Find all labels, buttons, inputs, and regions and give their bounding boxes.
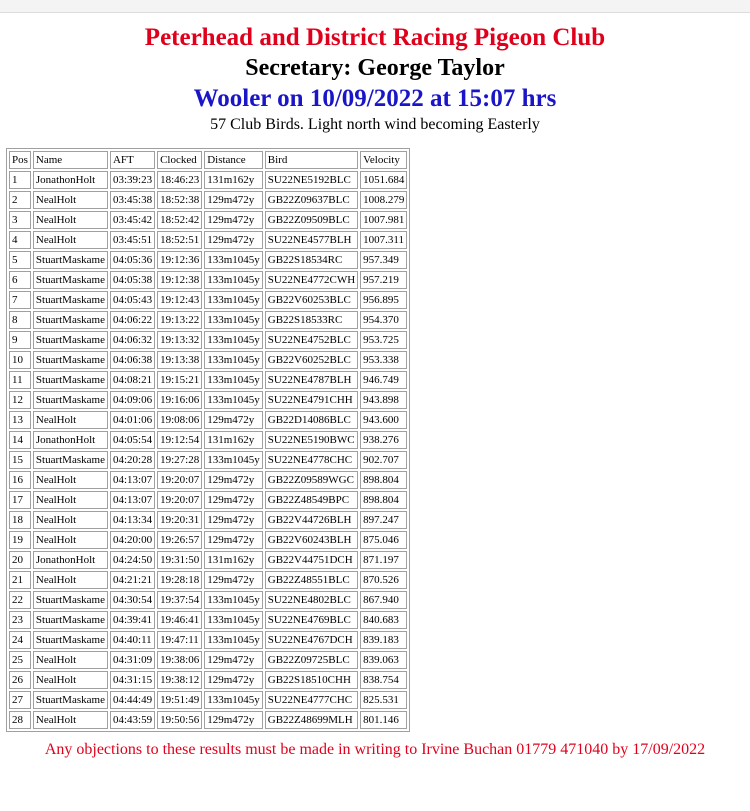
cell-distance: 133m1045y <box>204 691 263 709</box>
cell-aft: 04:13:34 <box>110 511 155 529</box>
cell-name: StuartMaskame <box>33 451 108 469</box>
cell-pos: 28 <box>9 711 31 729</box>
cell-distance: 129m472y <box>204 511 263 529</box>
cell-bird: GB22V60243BLH <box>265 531 358 549</box>
cell-velocity: 957.349 <box>360 251 407 269</box>
cell-aft: 04:13:07 <box>110 471 155 489</box>
column-header-pos: Pos <box>9 151 31 169</box>
cell-aft: 04:30:54 <box>110 591 155 609</box>
cell-clocked: 19:12:43 <box>157 291 202 309</box>
cell-bird: GB22Z09589WGC <box>265 471 358 489</box>
table-row <box>9 531 407 549</box>
cell-aft: 03:45:38 <box>110 191 155 209</box>
cell-distance: 129m472y <box>204 211 263 229</box>
cell-aft: 04:06:32 <box>110 331 155 349</box>
cell-bird: GB22Z48551BLC <box>265 571 358 589</box>
cell-velocity: 867.940 <box>360 591 407 609</box>
cell-aft: 04:13:07 <box>110 491 155 509</box>
cell-pos: 4 <box>9 231 31 249</box>
cell-aft: 04:24:50 <box>110 551 155 569</box>
cell-distance: 133m1045y <box>204 611 263 629</box>
cell-distance: 129m472y <box>204 471 263 489</box>
cell-bird: GB22V60252BLC <box>265 351 358 369</box>
cell-velocity: 871.197 <box>360 551 407 569</box>
cell-distance: 129m472y <box>204 671 263 689</box>
cell-bird: SU22NE4778CHC <box>265 451 358 469</box>
secretary-line: Secretary: George Taylor <box>245 55 505 81</box>
cell-aft: 04:01:06 <box>110 411 155 429</box>
results-table <box>6 148 410 732</box>
cell-name: StuartMaskame <box>33 291 108 309</box>
cell-distance: 133m1045y <box>204 391 263 409</box>
cell-clocked: 19:20:07 <box>157 491 202 509</box>
cell-aft: 04:05:43 <box>110 291 155 309</box>
cell-name: StuartMaskame <box>33 311 108 329</box>
cell-distance: 133m1045y <box>204 291 263 309</box>
cell-clocked: 19:38:12 <box>157 671 202 689</box>
cell-velocity: 943.898 <box>360 391 407 409</box>
cell-aft: 04:05:38 <box>110 271 155 289</box>
cell-velocity: 1051.684 <box>360 171 407 189</box>
cell-distance: 131m162y <box>204 171 263 189</box>
cell-velocity: 897.247 <box>360 511 407 529</box>
cell-aft: 04:31:09 <box>110 651 155 669</box>
race-conditions: 57 Club Birds. Light north wind becoming Easterly <box>210 116 540 133</box>
cell-velocity: 838.754 <box>360 671 407 689</box>
cell-pos: 21 <box>9 571 31 589</box>
cell-aft: 04:43:59 <box>110 711 155 729</box>
cell-bird: GB22S18510CHH <box>265 671 358 689</box>
cell-pos: 11 <box>9 371 31 389</box>
cell-name: NealHolt <box>33 571 108 589</box>
cell-pos: 26 <box>9 671 31 689</box>
cell-pos: 6 <box>9 271 31 289</box>
cell-name: NealHolt <box>33 491 108 509</box>
cell-aft: 04:31:15 <box>110 671 155 689</box>
cell-name: StuartMaskame <box>33 251 108 269</box>
cell-clocked: 19:37:54 <box>157 591 202 609</box>
cell-pos: 27 <box>9 691 31 709</box>
cell-aft: 04:44:49 <box>110 691 155 709</box>
cell-name: JonathonHolt <box>33 551 108 569</box>
cell-velocity: 898.804 <box>360 471 407 489</box>
cell-pos: 7 <box>9 291 31 309</box>
column-header-clocked: Clocked <box>157 151 202 169</box>
cell-velocity: 953.338 <box>360 351 407 369</box>
cell-bird: SU22NE4752BLC <box>265 331 358 349</box>
cell-name: StuartMaskame <box>33 611 108 629</box>
table-row <box>9 331 407 349</box>
table-row <box>9 171 407 189</box>
cell-pos: 5 <box>9 251 31 269</box>
cell-velocity: 801.146 <box>360 711 407 729</box>
cell-distance: 129m472y <box>204 231 263 249</box>
cell-clocked: 19:08:06 <box>157 411 202 429</box>
column-header-aft: AFT <box>110 151 155 169</box>
results-table-body <box>9 171 407 729</box>
cell-bird: SU22NE4802BLC <box>265 591 358 609</box>
cell-clocked: 19:26:57 <box>157 531 202 549</box>
cell-clocked: 18:52:42 <box>157 211 202 229</box>
cell-velocity: 825.531 <box>360 691 407 709</box>
column-header-distance: Distance <box>204 151 263 169</box>
cell-bird: GB22Z09637BLC <box>265 191 358 209</box>
table-row <box>9 411 407 429</box>
cell-velocity: 957.219 <box>360 271 407 289</box>
cell-clocked: 19:47:11 <box>157 631 202 649</box>
cell-clocked: 19:51:49 <box>157 691 202 709</box>
cell-clocked: 19:12:36 <box>157 251 202 269</box>
cell-distance: 129m472y <box>204 651 263 669</box>
table-row <box>9 231 407 249</box>
cell-bird: GB22Z48699MLH <box>265 711 358 729</box>
cell-bird: SU22NE4772CWH <box>265 271 358 289</box>
table-row <box>9 631 407 649</box>
cell-pos: 9 <box>9 331 31 349</box>
cell-pos: 2 <box>9 191 31 209</box>
cell-name: StuartMaskame <box>33 631 108 649</box>
cell-aft: 04:08:21 <box>110 371 155 389</box>
cell-aft: 04:40:11 <box>110 631 155 649</box>
cell-aft: 04:06:38 <box>110 351 155 369</box>
cell-clocked: 19:50:56 <box>157 711 202 729</box>
cell-clocked: 19:20:07 <box>157 471 202 489</box>
cell-pos: 12 <box>9 391 31 409</box>
table-row <box>9 551 407 569</box>
cell-bird: SU22NE4791CHH <box>265 391 358 409</box>
cell-name: NealHolt <box>33 651 108 669</box>
cell-pos: 19 <box>9 531 31 549</box>
table-row <box>9 471 407 489</box>
cell-clocked: 19:31:50 <box>157 551 202 569</box>
table-row <box>9 611 407 629</box>
cell-velocity: 898.804 <box>360 491 407 509</box>
cell-velocity: 943.600 <box>360 411 407 429</box>
cell-aft: 03:45:42 <box>110 211 155 229</box>
cell-clocked: 18:52:51 <box>157 231 202 249</box>
results-table-head <box>9 151 407 169</box>
race-title: Wooler on 10/09/2022 at 15:07 hrs <box>193 85 557 112</box>
cell-pos: 25 <box>9 651 31 669</box>
cell-distance: 131m162y <box>204 551 263 569</box>
cell-pos: 17 <box>9 491 31 509</box>
cell-pos: 15 <box>9 451 31 469</box>
cell-aft: 04:20:00 <box>110 531 155 549</box>
header-row <box>9 151 407 169</box>
cell-distance: 131m162y <box>204 431 263 449</box>
cell-name: StuartMaskame <box>33 691 108 709</box>
cell-distance: 129m472y <box>204 491 263 509</box>
table-row <box>9 431 407 449</box>
cell-distance: 133m1045y <box>204 591 263 609</box>
cell-pos: 1 <box>9 171 31 189</box>
cell-aft: 04:05:36 <box>110 251 155 269</box>
table-row <box>9 291 407 309</box>
table-row <box>9 391 407 409</box>
cell-name: JonathonHolt <box>33 431 108 449</box>
browser-top-bar <box>0 0 750 13</box>
column-header-name: Name <box>33 151 108 169</box>
cell-clocked: 18:46:23 <box>157 171 202 189</box>
cell-velocity: 953.725 <box>360 331 407 349</box>
cell-name: NealHolt <box>33 671 108 689</box>
cell-velocity: 839.183 <box>360 631 407 649</box>
cell-distance: 133m1045y <box>204 371 263 389</box>
cell-bird: SU22NE4577BLH <box>265 231 358 249</box>
cell-clocked: 19:12:38 <box>157 271 202 289</box>
cell-clocked: 19:28:18 <box>157 571 202 589</box>
cell-clocked: 19:15:21 <box>157 371 202 389</box>
cell-name: StuartMaskame <box>33 271 108 289</box>
cell-name: JonathonHolt <box>33 171 108 189</box>
cell-clocked: 19:13:38 <box>157 351 202 369</box>
cell-clocked: 19:38:06 <box>157 651 202 669</box>
cell-velocity: 875.046 <box>360 531 407 549</box>
cell-velocity: 1007.981 <box>360 211 407 229</box>
cell-name: StuartMaskame <box>33 351 108 369</box>
cell-bird: GB22V44751DCH <box>265 551 358 569</box>
cell-bird: SU22NE4767DCH <box>265 631 358 649</box>
cell-name: StuartMaskame <box>33 391 108 409</box>
table-row <box>9 571 407 589</box>
column-header-bird: Bird <box>265 151 358 169</box>
cell-name: NealHolt <box>33 511 108 529</box>
cell-aft: 04:20:28 <box>110 451 155 469</box>
cell-bird: GB22V60253BLC <box>265 291 358 309</box>
table-row <box>9 351 407 369</box>
cell-pos: 3 <box>9 211 31 229</box>
cell-velocity: 902.707 <box>360 451 407 469</box>
cell-name: NealHolt <box>33 191 108 209</box>
table-row <box>9 271 407 289</box>
cell-velocity: 1008.279 <box>360 191 407 209</box>
table-row <box>9 311 407 329</box>
cell-bird: SU22NE5190BWC <box>265 431 358 449</box>
cell-pos: 14 <box>9 431 31 449</box>
cell-velocity: 840.683 <box>360 611 407 629</box>
cell-name: NealHolt <box>33 471 108 489</box>
cell-clocked: 19:13:22 <box>157 311 202 329</box>
table-row <box>9 191 407 209</box>
cell-clocked: 19:46:41 <box>157 611 202 629</box>
table-row <box>9 671 407 689</box>
cell-name: NealHolt <box>33 531 108 549</box>
table-row <box>9 651 407 669</box>
cell-velocity: 956.895 <box>360 291 407 309</box>
cell-distance: 133m1045y <box>204 311 263 329</box>
cell-pos: 18 <box>9 511 31 529</box>
cell-distance: 129m472y <box>204 191 263 209</box>
cell-velocity: 946.749 <box>360 371 407 389</box>
cell-pos: 20 <box>9 551 31 569</box>
cell-clocked: 19:13:32 <box>157 331 202 349</box>
cell-clocked: 19:20:31 <box>157 511 202 529</box>
cell-distance: 133m1045y <box>204 451 263 469</box>
cell-velocity: 870.526 <box>360 571 407 589</box>
cell-velocity: 839.063 <box>360 651 407 669</box>
cell-pos: 10 <box>9 351 31 369</box>
cell-aft: 04:09:06 <box>110 391 155 409</box>
cell-bird: GB22S18533RC <box>265 311 358 329</box>
cell-distance: 129m472y <box>204 711 263 729</box>
cell-distance: 133m1045y <box>204 251 263 269</box>
objections-notice: Any objections to these results must be made in writing to Irvine Buchan 01779 471040 by 17/09/2022 <box>44 741 706 758</box>
cell-pos: 23 <box>9 611 31 629</box>
cell-aft: 04:21:21 <box>110 571 155 589</box>
column-header-velocity: Velocity <box>360 151 407 169</box>
club-title: Peterhead and District Racing Pigeon Club <box>144 24 606 51</box>
cell-name: NealHolt <box>33 231 108 249</box>
cell-bird: GB22D14086BLC <box>265 411 358 429</box>
cell-bird: GB22Z09509BLC <box>265 211 358 229</box>
table-row <box>9 691 407 709</box>
cell-pos: 22 <box>9 591 31 609</box>
cell-distance: 133m1045y <box>204 331 263 349</box>
table-row <box>9 211 407 229</box>
table-row <box>9 711 407 729</box>
cell-name: StuartMaskame <box>33 591 108 609</box>
cell-distance: 133m1045y <box>204 631 263 649</box>
cell-bird: SU22NE5192BLC <box>265 171 358 189</box>
cell-pos: 8 <box>9 311 31 329</box>
cell-bird: GB22Z48549BPC <box>265 491 358 509</box>
cell-pos: 13 <box>9 411 31 429</box>
cell-bird: SU22NE4769BLC <box>265 611 358 629</box>
cell-clocked: 19:27:28 <box>157 451 202 469</box>
cell-bird: GB22V44726BLH <box>265 511 358 529</box>
cell-name: StuartMaskame <box>33 331 108 349</box>
table-row <box>9 251 407 269</box>
cell-distance: 129m472y <box>204 411 263 429</box>
cell-name: NealHolt <box>33 711 108 729</box>
cell-distance: 129m472y <box>204 531 263 549</box>
table-row <box>9 451 407 469</box>
cell-name: NealHolt <box>33 211 108 229</box>
cell-name: NealHolt <box>33 411 108 429</box>
cell-aft: 04:39:41 <box>110 611 155 629</box>
cell-aft: 04:05:54 <box>110 431 155 449</box>
table-row <box>9 511 407 529</box>
cell-bird: GB22S18534RC <box>265 251 358 269</box>
cell-aft: 03:39:23 <box>110 171 155 189</box>
cell-velocity: 1007.311 <box>360 231 407 249</box>
cell-clocked: 19:16:06 <box>157 391 202 409</box>
table-row <box>9 371 407 389</box>
cell-velocity: 954.370 <box>360 311 407 329</box>
cell-aft: 03:45:51 <box>110 231 155 249</box>
cell-clocked: 19:12:54 <box>157 431 202 449</box>
cell-distance: 133m1045y <box>204 271 263 289</box>
cell-pos: 24 <box>9 631 31 649</box>
cell-bird: GB22Z09725BLC <box>265 651 358 669</box>
cell-aft: 04:06:22 <box>110 311 155 329</box>
cell-clocked: 18:52:38 <box>157 191 202 209</box>
cell-pos: 16 <box>9 471 31 489</box>
cell-name: StuartMaskame <box>33 371 108 389</box>
cell-bird: SU22NE4787BLH <box>265 371 358 389</box>
table-row <box>9 591 407 609</box>
cell-distance: 133m1045y <box>204 351 263 369</box>
cell-bird: SU22NE4777CHC <box>265 691 358 709</box>
cell-distance: 129m472y <box>204 571 263 589</box>
cell-velocity: 938.276 <box>360 431 407 449</box>
table-row <box>9 491 407 509</box>
